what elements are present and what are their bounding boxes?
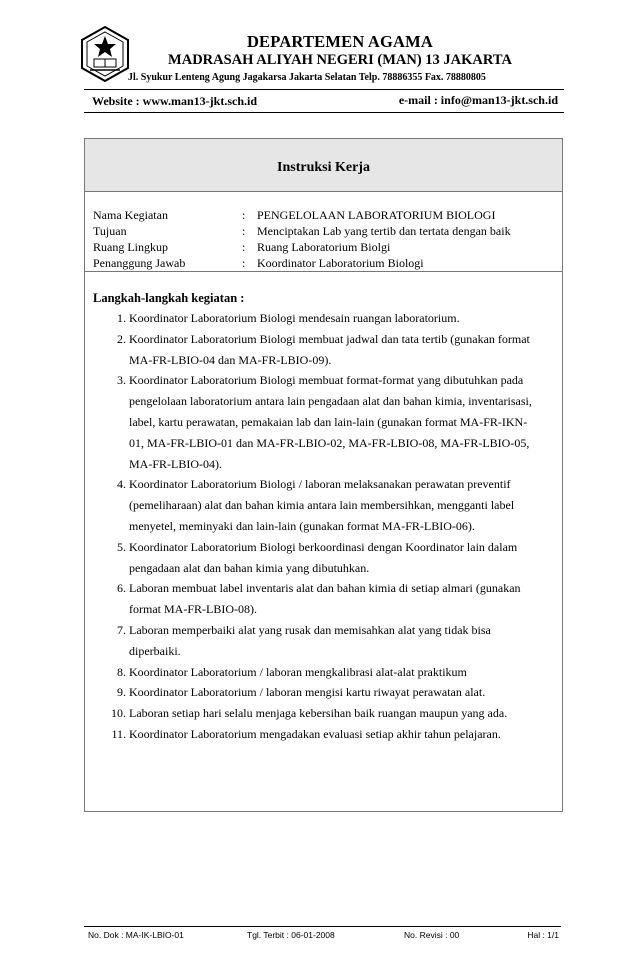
step-text: (pemeliharaan) alat dan bahan kimia antara lain membersihkan, mengganti label <box>129 498 515 513</box>
list-item <box>85 311 562 332</box>
list-item <box>85 706 562 727</box>
step-text: 01, MA-FR-LBIO-01 dan MA-FR-LBIO-02, MA-FR-LBIO-08, MA-FR-LBIO-05, <box>129 435 530 450</box>
footer-revision: No. Revisi : 00 <box>404 930 460 940</box>
step-text: Koordinator Laboratorium / laboran mengkalibrasi alat-alat praktikum <box>129 664 467 679</box>
step-text: diperbaiki. <box>129 643 181 658</box>
step-text: Koordinator Laboratorium Biologi membuat jadwal dan tata tertib (gunakan format <box>129 331 530 346</box>
contact-bar <box>84 89 564 113</box>
step-text: Laboran membuat label inventaris alat dan bahan kimia di setiap almari (gunakan <box>129 581 521 596</box>
info-colon: : <box>242 256 246 270</box>
step-number: 5. <box>117 539 126 554</box>
step-number: 3. <box>117 373 126 388</box>
step-number: 2. <box>117 331 126 346</box>
steps-heading: Langkah-langkah kegiatan : <box>93 291 245 305</box>
list-item <box>85 581 562 623</box>
list-item <box>85 685 562 706</box>
step-text: MA-FR-LBIO-04). <box>129 456 222 471</box>
step-text: Koordinator Laboratorium mengadakan evaluasi setiap akhir tahun pelajaran. <box>129 727 501 741</box>
letterhead-school-name: MADRASAH ALIYAH NEGERI (MAN) 13 JAKARTA <box>168 52 512 68</box>
letterhead-address: Jl. Syukur Lenteng Agung Jagakarsa Jakarta Selatan Telp. 78886355 Fax. 78880805 <box>128 72 486 83</box>
footer-doc-number: No. Dok : MA-IK-LBIO-01 <box>88 930 184 940</box>
info-value: Ruang Laboratorium Biolgi <box>257 240 391 254</box>
list-item <box>85 665 562 686</box>
list-item <box>85 540 562 582</box>
step-text: Koordinator Laboratorium Biologi mendesain ruangan laboratorium. <box>129 311 460 325</box>
website-text: Website : www.man13-jkt.sch.id <box>92 94 258 108</box>
step-text: pengelolaan laboratorium antara lain pengadaan alat dan bahan kimia, inventarisasi, <box>129 394 532 409</box>
step-number: 8. <box>117 664 126 679</box>
step-text: Koordinator Laboratorium Biologi / laboran melaksanakan perawatan preventif <box>129 477 511 492</box>
document-title: Instruksi Kerja <box>277 160 370 175</box>
list-item <box>85 623 562 665</box>
info-colon: : <box>242 208 246 222</box>
footer-issue-date: Tgl. Terbit : 06-01-2008 <box>247 930 335 940</box>
step-text: MA-FR-LBIO-04 dan MA-FR-LBIO-09). <box>129 352 332 367</box>
step-text: label, kartu perawatan, pemakaian lab dan lain-lain (gunakan format MA-FR-IKN- <box>129 414 528 429</box>
step-text: pengadaan alat dan bahan kimia yang dibutuhkan. <box>129 560 370 575</box>
step-number: 4. <box>117 477 126 492</box>
list-item <box>85 373 562 477</box>
list-item <box>85 477 562 539</box>
letterhead-department: DEPARTEMEN AGAMA <box>246 32 434 51</box>
info-value: PENGELOLAAN LABORATORIUM BIOLOGI <box>257 208 496 222</box>
step-text: Koordinator Laboratorium Biologi berkoordinasi dengan Koordinator lain dalam <box>129 539 518 554</box>
step-number: 11. <box>111 727 126 741</box>
step-text: Koordinator Laboratorium / laboran mengisi kartu riwayat perawatan alat. <box>129 685 486 700</box>
list-item <box>85 332 562 374</box>
step-text: format MA-FR-LBIO-08). <box>129 602 257 617</box>
title-bar <box>85 139 562 192</box>
step-number: 7. <box>117 623 126 637</box>
info-value: Menciptakan Lab yang tertib dan tertata dengan baik <box>257 224 511 238</box>
step-number: 1. <box>117 311 126 325</box>
info-label: Nama Kegiatan <box>93 208 168 222</box>
step-text: menyetel, meminyaki dan lain-lain (gunakan format MA-FR-LBIO-06). <box>129 518 475 533</box>
step-text: Laboran memperbaiki alat yang rusak dan memisahkan alat yang tidak bisa <box>129 623 491 637</box>
info-colon: : <box>242 224 246 238</box>
step-number: 9. <box>117 685 126 700</box>
step-text: Koordinator Laboratorium Biologi membuat format-format yang dibutuhkan pada <box>129 373 524 388</box>
document-footer <box>84 926 561 943</box>
info-label: Penanggung Jawab <box>93 256 186 270</box>
info-value: Koordinator Laboratorium Biologi <box>257 256 424 270</box>
step-number: 6. <box>117 581 126 596</box>
footer-page-number: Hal : 1/1 <box>527 930 559 940</box>
info-colon: : <box>242 240 246 254</box>
instruction-box <box>84 138 563 812</box>
step-number: 10. <box>111 706 126 721</box>
info-label: Tujuan <box>93 224 127 238</box>
step-text: Laboran setiap hari selalu menjaga kebersihan baik ruangan maupun yang ada. <box>129 706 508 721</box>
info-label: Ruang Lingkup <box>93 240 168 254</box>
kemenag-emblem-icon <box>80 26 130 82</box>
info-section <box>85 192 562 272</box>
email-text: e-mail : info@man13-jkt.sch.id <box>398 93 558 107</box>
list-item <box>85 727 562 748</box>
